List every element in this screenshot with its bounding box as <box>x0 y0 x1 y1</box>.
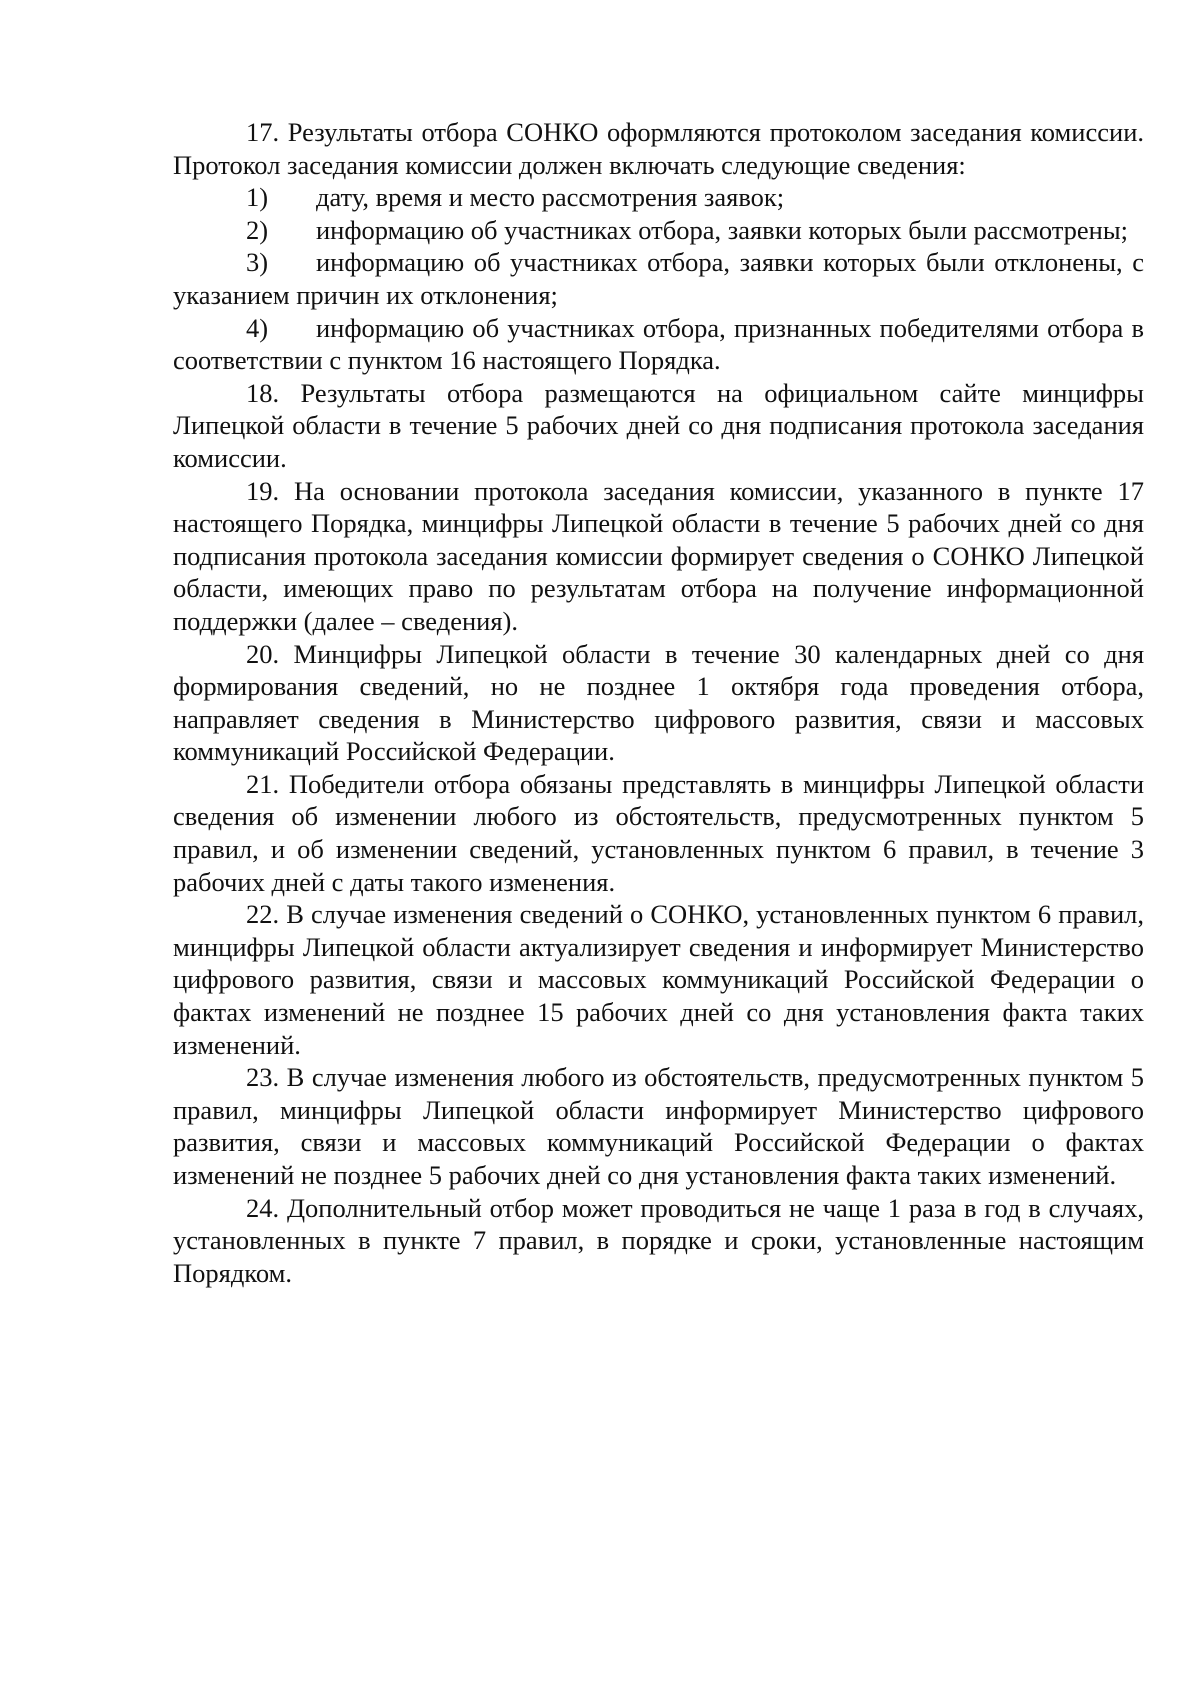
list-item <box>173 181 1144 214</box>
paragraph-text: Дополнительный отбор может проводиться не чаще 1 раза в год в случаях, установленных в пункте 7 правил, в порядке и сроки, установленные настоящим Порядком. <box>173 1192 1145 1288</box>
list-item-text: информацию об участниках отбора, заявки которых были рассмотрены; <box>316 214 1129 245</box>
paragraph-17 <box>173 116 1144 181</box>
paragraph-number: 22. <box>246 899 280 930</box>
list-item-number: 3) <box>246 247 269 278</box>
list-item <box>173 214 1144 247</box>
list-item-text: информацию об участниках отбора, признанных победителями отбора в соответствии с пунктом 16 настоящего Порядка. <box>173 312 1144 376</box>
document-body <box>173 116 1144 1289</box>
paragraph-text: Победители отбора обязаны представлять в минцифры Липецкой области сведения об изменении любого из обстоятельств, предусмотренных пунктом 5 правил, и об изменении сведений, установленных пунктом 6 правил, в течение 3 рабочих дней с даты такого изменения. <box>173 768 1145 897</box>
paragraph-number: 21. <box>246 768 280 799</box>
paragraph-text: Результаты отбора СОНКО оформляются протоколом заседания комиссии. Протокол заседания комиссии должен включать следующие сведения: <box>173 117 1144 180</box>
list-item-number: 4) <box>246 312 269 343</box>
paragraph-23 <box>173 1061 1144 1191</box>
paragraph-21 <box>173 768 1144 898</box>
paragraph-text: На основании протокола заседания комиссии, указанного в пункте 17 настоящего Порядка, минцифры Липецкой области в течение 5 рабочих дней со дня подписания протокола заседания комиссии формирует сведения о СОНКО Липецкой области, имеющих право по результатам отбора на получение информационной поддержки (далее – сведения). <box>173 475 1145 636</box>
paragraph-text: Минцифры Липецкой области в течение 30 календарных дней со дня формирования сведений, но не позднее 1 октября года проведения отбора, направляет сведения в Министерство цифрового развития, связи и массовых коммуникаций Российской Федерации. <box>173 638 1145 767</box>
paragraph-text: В случае изменения сведений о СОНКО, установленных пунктом 6 правил, минцифры Липецкой области актуализирует сведения и информирует Министерство цифрового развития, связи и массовых коммуникаций Российской Федерации о фактах изменений не позднее 15 рабочих дней со дня установления факта таких изменений. <box>173 899 1145 1060</box>
list-item <box>173 246 1144 311</box>
paragraph-number: 18. <box>246 377 280 408</box>
paragraph-number: 24. <box>246 1192 280 1223</box>
paragraph-text: Результаты отбора размещаются на официальном сайте минцифры Липецкой области в течение 5 рабочих дней со дня подписания протокола заседания комиссии. <box>173 377 1144 473</box>
paragraph-number: 19. <box>246 475 280 506</box>
list-item-text: информацию об участниках отбора, заявки которых были отклонены, с указанием причин их отклонения; <box>173 247 1144 310</box>
list-item-number: 2) <box>246 214 269 245</box>
paragraph-text: В случае изменения любого из обстоятельств, предусмотренных пунктом 5 правил, минцифры Липецкой области информирует Министерство цифрового развития, связи и массовых коммуникаций Российской Федерации о фактах изменений не позднее 5 рабочих дней со дня установления факта таких изменений. <box>173 1062 1145 1190</box>
paragraph-number: 20. <box>246 638 280 669</box>
paragraph-number: 23. <box>246 1062 280 1093</box>
list-item-text: дату, время и место рассмотрения заявок; <box>316 182 785 213</box>
list-item-number: 1) <box>246 182 269 213</box>
paragraph-22 <box>173 898 1144 1061</box>
paragraph-number: 17. <box>246 117 280 147</box>
list-item <box>173 312 1144 377</box>
paragraph-20 <box>173 638 1144 768</box>
paragraph-19 <box>173 475 1144 638</box>
paragraph-24 <box>173 1192 1144 1290</box>
paragraph-18 <box>173 377 1144 475</box>
